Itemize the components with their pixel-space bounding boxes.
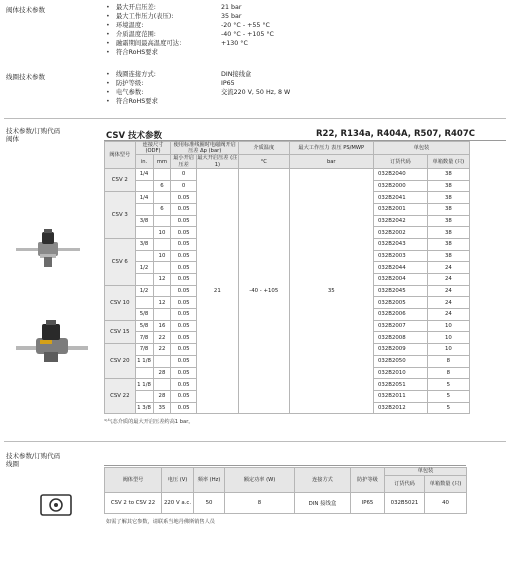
footnote: ¹⁾气态介质的最大开启压差约高1 bar。 xyxy=(104,419,194,425)
cell-in: 1/2 xyxy=(135,285,153,297)
cell-maxp: 35 xyxy=(289,168,373,413)
spec-row xyxy=(106,39,274,48)
cell-code: 032B2009 xyxy=(373,344,427,356)
col-header-code: 订货代码 xyxy=(373,155,427,168)
bullet-icon: • xyxy=(106,13,110,21)
cell-code: 032B2011 xyxy=(373,390,427,402)
bullet-icon: • xyxy=(106,80,110,88)
cell-dp-min: 0.05 xyxy=(171,250,196,262)
cell-qty: 38 xyxy=(427,180,469,192)
cell-dp-min: 0.05 xyxy=(171,297,196,309)
cell-qty: 38 xyxy=(427,227,469,239)
cell-in: 1 1/8 xyxy=(135,379,153,391)
cell-in: 7/8 xyxy=(135,344,153,356)
cell-mm: 6 xyxy=(153,180,171,192)
cell-mm: 28 xyxy=(153,390,171,402)
col-header-in: in. xyxy=(135,155,153,168)
cell-dp-min: 0.05 xyxy=(171,192,196,204)
col-header-dp: 使用标准线圈时电磁阀开启压差 Δp (bar) xyxy=(171,142,239,155)
spec-value: -40 °C - +105 °C xyxy=(221,31,274,39)
bullet-icon: • xyxy=(106,4,110,11)
spec-value: 交流220 V, 50 Hz, 8 W xyxy=(221,89,291,97)
cell-in: 1 1/8 xyxy=(135,355,153,367)
cell-voltage: 220 V a.c. xyxy=(162,493,194,514)
cell-mm: 22 xyxy=(153,344,171,356)
spec-row xyxy=(106,21,274,30)
cell-dp-min: 0.05 xyxy=(171,274,196,286)
cell-model: CSV 2 xyxy=(105,168,136,191)
spec-value: DIN接线盒 xyxy=(221,71,252,78)
cell-in xyxy=(135,297,153,309)
bullet-icon: • xyxy=(106,71,110,78)
section-divider xyxy=(4,441,506,442)
cell-in xyxy=(135,390,153,402)
spec-row xyxy=(106,48,274,57)
cell-model: CSV 6 xyxy=(105,238,136,285)
cell-code: 032B2051 xyxy=(373,379,427,391)
cell-mm: 10 xyxy=(153,227,171,239)
cell-qty: 8 xyxy=(427,355,469,367)
cell-dp-min: 0.05 xyxy=(171,285,196,297)
spec-label: 最大工作压力(表压): xyxy=(116,13,174,21)
bullet-icon: • xyxy=(106,22,110,30)
cell-code: 032B2044 xyxy=(373,262,427,274)
cell-qty: 24 xyxy=(427,274,469,286)
spec-row xyxy=(106,30,274,39)
cell-qty: 38 xyxy=(427,250,469,262)
spec-value: IP65 xyxy=(221,80,235,88)
spec-value: -20 °C - +55 °C xyxy=(221,22,270,30)
cell-mm: 12 xyxy=(153,274,171,286)
cell-qty: 24 xyxy=(427,309,469,321)
spec-label: 介质温度范围: xyxy=(116,31,156,39)
cell-temp: -40 - +105 xyxy=(238,168,289,413)
cell-dp-min: 0.05 xyxy=(171,203,196,215)
coil-section-label xyxy=(6,452,60,468)
cell-code: 032B5021 xyxy=(385,493,425,514)
contact-note: 如需了解其它参数，请联系当地丹佛斯销售人员 xyxy=(106,519,215,525)
col-header-model: 阀体型号 xyxy=(105,142,136,169)
cell-qty: 5 xyxy=(427,390,469,402)
cell-model: CSV 15 xyxy=(105,320,136,343)
spec-label: 最大开启压差: xyxy=(116,4,156,11)
cell-power: 8 xyxy=(225,493,295,514)
cell-qty: 24 xyxy=(427,285,469,297)
title-rule xyxy=(104,465,466,466)
cell-in: 1 3/8 xyxy=(135,402,153,414)
cell-qty: 38 xyxy=(427,168,469,180)
cell-mm xyxy=(153,355,171,367)
col-header-code: 订货代码 xyxy=(385,476,425,493)
valve-table xyxy=(104,141,470,414)
cell-mm xyxy=(153,309,171,321)
cell-mm: 16 xyxy=(153,320,171,332)
cell-qty: 8 xyxy=(427,367,469,379)
cell-dp-max: 21 xyxy=(196,168,238,413)
cell-dp-min: 0.05 xyxy=(171,320,196,332)
col-header-mm: mm xyxy=(153,155,171,168)
cell-code: 032B2010 xyxy=(373,367,427,379)
valve-specs-heading: 阀体技术参数 xyxy=(6,6,45,14)
valve-specs-list xyxy=(106,3,274,58)
cell-dp-min: 0 xyxy=(171,168,196,180)
col-header-maxp: 最大工作压力 表压 PS/MWP xyxy=(289,142,373,155)
col-header-qty: 单箱数量 (只) xyxy=(425,476,467,493)
refrigerant-list: R22, R134a, R404A, R507, R407C xyxy=(316,129,475,139)
small-valve-image xyxy=(14,228,82,268)
cell-code: 032B2003 xyxy=(373,250,427,262)
cell-dp-min: 0.05 xyxy=(171,215,196,227)
cell-mm xyxy=(153,215,171,227)
cell-code: 032B2006 xyxy=(373,309,427,321)
cell-qty: 10 xyxy=(427,344,469,356)
cell-in: 3/8 xyxy=(135,215,153,227)
cell-code: 032B2040 xyxy=(373,168,427,180)
cell-model: CSV 3 xyxy=(105,192,136,239)
spec-row xyxy=(106,3,274,12)
cell-dp-min: 0.05 xyxy=(171,355,196,367)
cell-mm: 12 xyxy=(153,297,171,309)
cell-dp-min: 0.05 xyxy=(171,367,196,379)
col-header-qty: 单箱数量 (只) xyxy=(427,155,469,168)
bullet-icon: • xyxy=(106,98,110,106)
coil-specs-heading: 线圈技术参数 xyxy=(6,73,45,81)
cell-code: 032B2042 xyxy=(373,215,427,227)
cell-qty: 24 xyxy=(427,262,469,274)
spec-row xyxy=(106,97,290,106)
cell-qty: 24 xyxy=(427,297,469,309)
coil-table xyxy=(104,467,467,514)
cell-code: 032B2002 xyxy=(373,227,427,239)
cell-dp-min: 0.05 xyxy=(171,227,196,239)
col-header-maxp-unit: bar xyxy=(289,155,373,168)
cell-in xyxy=(135,180,153,192)
cell-code: 032B2004 xyxy=(373,274,427,286)
cell-mm: 22 xyxy=(153,332,171,344)
col-header-power: 额定功率 (W) xyxy=(225,468,295,493)
spec-value: 21 bar xyxy=(221,4,242,11)
spec-row xyxy=(106,12,274,21)
spec-row xyxy=(106,88,290,97)
cell-mm xyxy=(153,262,171,274)
col-header-conn: 连接方式 xyxy=(295,468,351,493)
col-header-temp: 介质温度 xyxy=(238,142,289,155)
bullet-icon: • xyxy=(106,49,110,57)
side-label: 技术参数/订购代码 xyxy=(6,127,61,135)
cell-in: 5/8 xyxy=(135,309,153,321)
cell-qty: 38 xyxy=(427,203,469,215)
cell-in: 7/8 xyxy=(135,332,153,344)
cell-in xyxy=(135,274,153,286)
side-label-sub: 阀体 xyxy=(6,135,19,143)
cell-in: 1/4 xyxy=(135,192,153,204)
table-row xyxy=(105,493,467,514)
cell-code: 032B2043 xyxy=(373,238,427,250)
cell-code: 032B2007 xyxy=(373,320,427,332)
table-header-row xyxy=(105,468,467,476)
cell-in xyxy=(135,367,153,379)
cell-in: 1/2 xyxy=(135,262,153,274)
cell-qty: 5 xyxy=(427,402,469,414)
cell-model: CSV 2 to CSV 22 xyxy=(105,493,162,514)
cell-ip: IP65 xyxy=(351,493,385,514)
cell-conn: DIN 接线盒 xyxy=(295,493,351,514)
cell-qty: 10 xyxy=(427,320,469,332)
cell-in xyxy=(135,203,153,215)
cell-qty: 38 xyxy=(427,238,469,250)
cell-qty: 40 xyxy=(425,493,467,514)
bullet-icon: • xyxy=(106,89,110,97)
col-header-pack: 单包装 xyxy=(373,142,469,155)
cell-in: 3/8 xyxy=(135,238,153,250)
spec-label: 环境温度: xyxy=(116,22,144,30)
cell-dp-min: 0.05 xyxy=(171,402,196,414)
cell-dp-min: 0.05 xyxy=(171,262,196,274)
cell-qty: 38 xyxy=(427,192,469,204)
cell-model: CSV 10 xyxy=(105,285,136,320)
spec-label: 防护等级: xyxy=(116,80,144,88)
bullet-icon: • xyxy=(106,31,110,39)
cell-dp-min: 0.05 xyxy=(171,379,196,391)
table-header-row xyxy=(105,142,470,155)
cell-dp-min: 0 xyxy=(171,180,196,192)
cell-code: 032B2012 xyxy=(373,402,427,414)
large-valve-image xyxy=(14,320,90,364)
col-header-model: 阀体型号 xyxy=(105,468,162,493)
spec-value: +130 °C xyxy=(221,40,248,48)
cell-code: 032B2000 xyxy=(373,180,427,192)
spec-label: 电气参数: xyxy=(116,89,144,97)
coil-image xyxy=(40,494,72,516)
cell-in xyxy=(135,250,153,262)
cell-code: 032B2001 xyxy=(373,203,427,215)
side-label: 技术参数/订购代码 xyxy=(6,452,61,460)
table-subheader-row xyxy=(105,155,470,168)
col-header-dp-min: 最小开启压差 xyxy=(171,155,196,168)
col-header-freq: 频率 (Hz) xyxy=(194,468,225,493)
cell-mm xyxy=(153,379,171,391)
cell-dp-min: 0.05 xyxy=(171,238,196,250)
side-label-sub: 线圈 xyxy=(6,460,19,468)
valve-section-label xyxy=(6,127,60,143)
spec-label: 融霜期间最高温度可达： xyxy=(116,40,186,48)
cell-code: 032B2045 xyxy=(373,285,427,297)
spec-row xyxy=(106,70,290,79)
cell-mm: 6 xyxy=(153,203,171,215)
cell-dp-min: 0.05 xyxy=(171,344,196,356)
cell-freq: 50 xyxy=(194,493,225,514)
cell-mm xyxy=(153,285,171,297)
cell-qty: 38 xyxy=(427,215,469,227)
cell-mm xyxy=(153,192,171,204)
cell-code: 032B2008 xyxy=(373,332,427,344)
cell-mm: 35 xyxy=(153,402,171,414)
col-header-temp-unit: °C xyxy=(238,155,289,168)
cell-model: CSV 22 xyxy=(105,379,136,414)
cell-code: 032B2041 xyxy=(373,192,427,204)
cell-dp-min: 0.05 xyxy=(171,309,196,321)
bullet-icon: • xyxy=(106,40,110,48)
col-header-voltage: 电压 (V) xyxy=(162,468,194,493)
cell-qty: 10 xyxy=(427,332,469,344)
spec-row xyxy=(106,79,290,88)
cell-mm: 28 xyxy=(153,367,171,379)
spec-label: 符合RoHS要求 xyxy=(116,49,158,57)
spec-label: 符合RoHS要求 xyxy=(116,98,158,106)
spec-value: 35 bar xyxy=(221,13,242,21)
cell-in: 1/4 xyxy=(135,168,153,180)
table-row xyxy=(105,168,470,180)
col-header-pack: 单包装 xyxy=(385,468,467,476)
col-header-conn: 连接尺寸 (ODF) xyxy=(135,142,171,155)
cell-mm xyxy=(153,168,171,180)
section-divider xyxy=(4,118,506,119)
cell-in: 5/8 xyxy=(135,320,153,332)
col-header-dp-max: 最大开启压差 (注1) xyxy=(197,155,238,168)
spec-label: 线圈连接方式: xyxy=(116,71,156,78)
cell-code: 032B2050 xyxy=(373,355,427,367)
cell-dp-min: 0.05 xyxy=(171,390,196,402)
cell-in xyxy=(135,227,153,239)
cell-mm xyxy=(153,238,171,250)
col-header-ip: 防护等级 xyxy=(351,468,385,493)
coil-specs-list xyxy=(106,70,290,106)
table-title: CSV 技术参数 xyxy=(106,131,163,141)
cell-model: CSV 20 xyxy=(105,344,136,379)
cell-code: 032B2005 xyxy=(373,297,427,309)
cell-qty: 5 xyxy=(427,379,469,391)
cell-dp-min: 0.05 xyxy=(171,332,196,344)
cell-mm: 10 xyxy=(153,250,171,262)
